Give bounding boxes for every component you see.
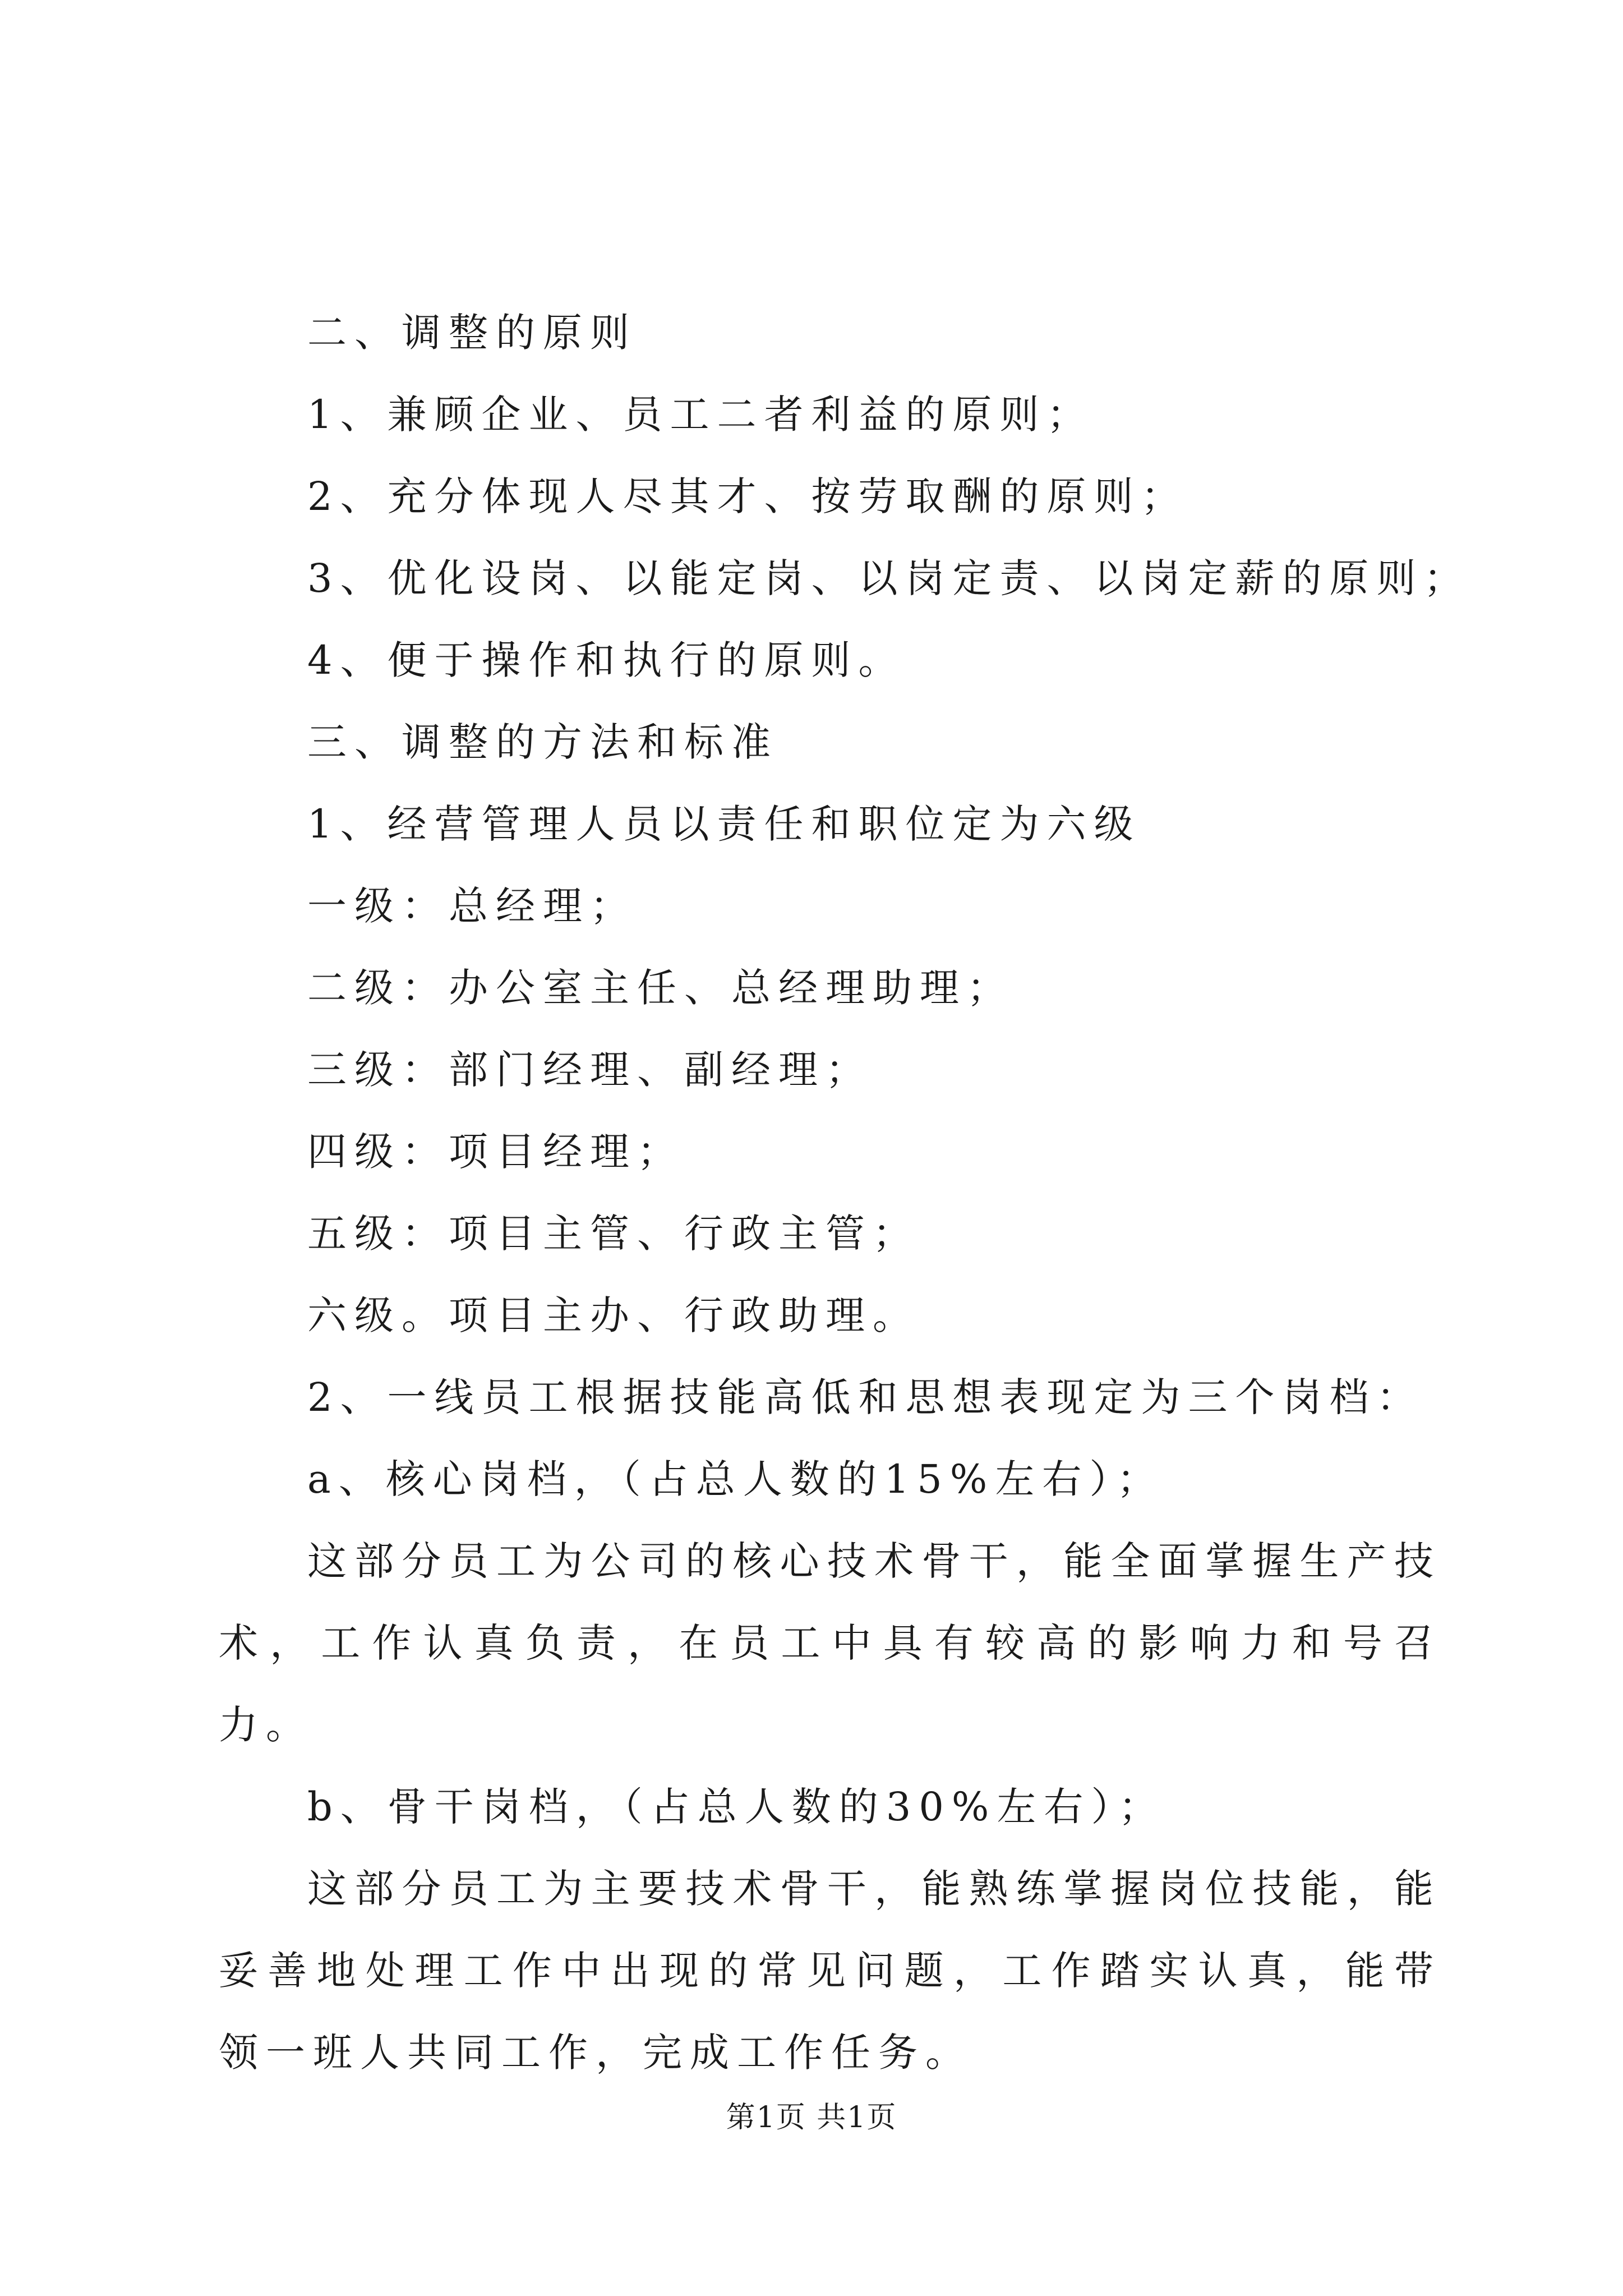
level-6: 六级。项目主办、行政助理。 <box>307 1292 920 1338</box>
principle-item-4: 4、便于操作和执行的原则。 <box>307 637 906 683</box>
tier-core-heading: a、核心岗档，（占总人数的15%左右）； <box>307 1456 1164 1502</box>
level-4: 四级：项目经理； <box>307 1129 684 1175</box>
method-item-1: 1、经营管理人员以责任和职位定为六级 <box>307 801 1141 847</box>
section-heading-principles: 二、调整的原则 <box>307 310 637 356</box>
tier-core-description: 这部分员工为公司的核心技术骨干，能全面掌握生产技术，工作认真负责，在员工中具有较高的影响力和号召力。 <box>219 1538 1441 1748</box>
principle-item-1: 1、兼顾企业、员工二者利益的原则； <box>307 392 1094 438</box>
level-5: 五级：项目主管、行政主管； <box>307 1211 920 1257</box>
tier-backbone-heading: b、骨干岗档，（占总人数的30%左右）； <box>307 1784 1166 1830</box>
principle-item-3: 3、优化设岗、以能定岗、以岗定责、以岗定薪的原则； <box>307 555 1471 601</box>
principle-item-2: 2、充分体现人尽其才、按劳取酬的原则； <box>307 473 1188 519</box>
level-1: 一级：总经理； <box>307 883 637 929</box>
section-heading-methods: 三、调整的方法和标准 <box>307 719 778 765</box>
level-3: 三级：部门经理、副经理； <box>307 1047 873 1093</box>
tier-backbone-description: 这部分员工为主要技术骨干，能熟练掌握岗位技能，能妥善地处理工作中出现的常见问题，工作踏实认真，能带领一班人共同工作，完成工作任务。 <box>219 1866 1441 2076</box>
method-item-2: 2、一线员工根据技能高低和思想表现定为三个岗档： <box>307 1374 1424 1420</box>
level-2: 二级：办公室主任、总经理助理； <box>307 965 1014 1011</box>
page-footer: 第1页 共1页 <box>726 2101 897 2134</box>
document-body <box>219 292 1471 2093</box>
